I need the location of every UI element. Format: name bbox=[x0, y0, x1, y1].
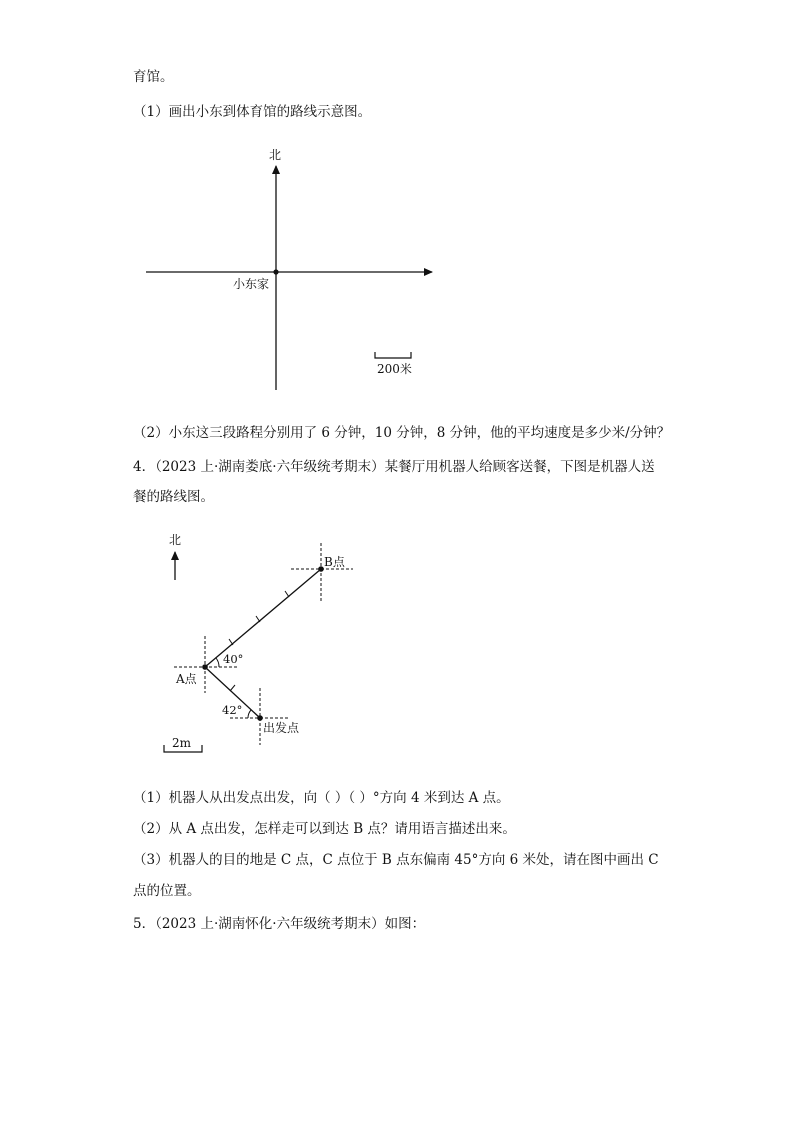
question-4-1: （1）机器人从出发点出发，向（ ）（ ）°方向 4 米到达 A 点。 bbox=[133, 790, 510, 806]
angle-arc-a bbox=[216, 658, 219, 667]
question-1-1: （1）画出小东到体育馆的路线示意图。 bbox=[133, 104, 372, 120]
north-label: 北 bbox=[169, 533, 182, 547]
angle-arc-start bbox=[248, 710, 251, 718]
question-5-title: 5．（2023 上·湖南怀化·六年级统考期末）如图： bbox=[133, 916, 426, 932]
scale-bar bbox=[375, 352, 411, 358]
tick-sa-1 bbox=[230, 685, 235, 691]
scale-label: 200米 bbox=[377, 362, 412, 376]
tick-ab-2 bbox=[256, 616, 260, 622]
question-4-title-cont: 餐的路线图。 bbox=[133, 489, 214, 505]
angle-a-label: 40° bbox=[223, 652, 244, 666]
tick-ab-3 bbox=[285, 591, 289, 597]
question-4-2: （2）从 A 点出发，怎样走可以到达 B 点？请用语言描述出来。 bbox=[133, 821, 516, 837]
north-label: 北 bbox=[269, 148, 282, 162]
point-b-label: B点 bbox=[324, 555, 345, 569]
figure-home-map bbox=[140, 140, 440, 395]
origin-label: 小东家 bbox=[233, 277, 270, 291]
question-4-title: 4．（2023 上·湖南娄底·六年级统考期末）某餐厅用机器人给顾客送餐，下图是机器人送 bbox=[133, 459, 655, 475]
text-line-1: 育馆。 bbox=[133, 69, 174, 85]
question-4-3: （3）机器人的目的地是 C 点，C 点位于 B 点东偏南 45°方向 6 米处，请在图中画出 C bbox=[133, 852, 659, 868]
start-label: 出发点 bbox=[263, 721, 300, 735]
tick-ab-1 bbox=[229, 639, 233, 645]
figure-robot-route bbox=[160, 528, 365, 760]
scale-label: 2m bbox=[172, 736, 192, 750]
question-4-3-cont: 点的位置。 bbox=[133, 883, 201, 899]
question-1-2: （2）小东这三段路程分别用了 6 分钟，10 分钟，8 分钟，他的平均速度是多少米/分钟？ bbox=[133, 425, 671, 441]
angle-start-label: 42° bbox=[222, 703, 243, 717]
origin-point bbox=[273, 269, 278, 274]
point-a-label: A点 bbox=[176, 672, 197, 686]
